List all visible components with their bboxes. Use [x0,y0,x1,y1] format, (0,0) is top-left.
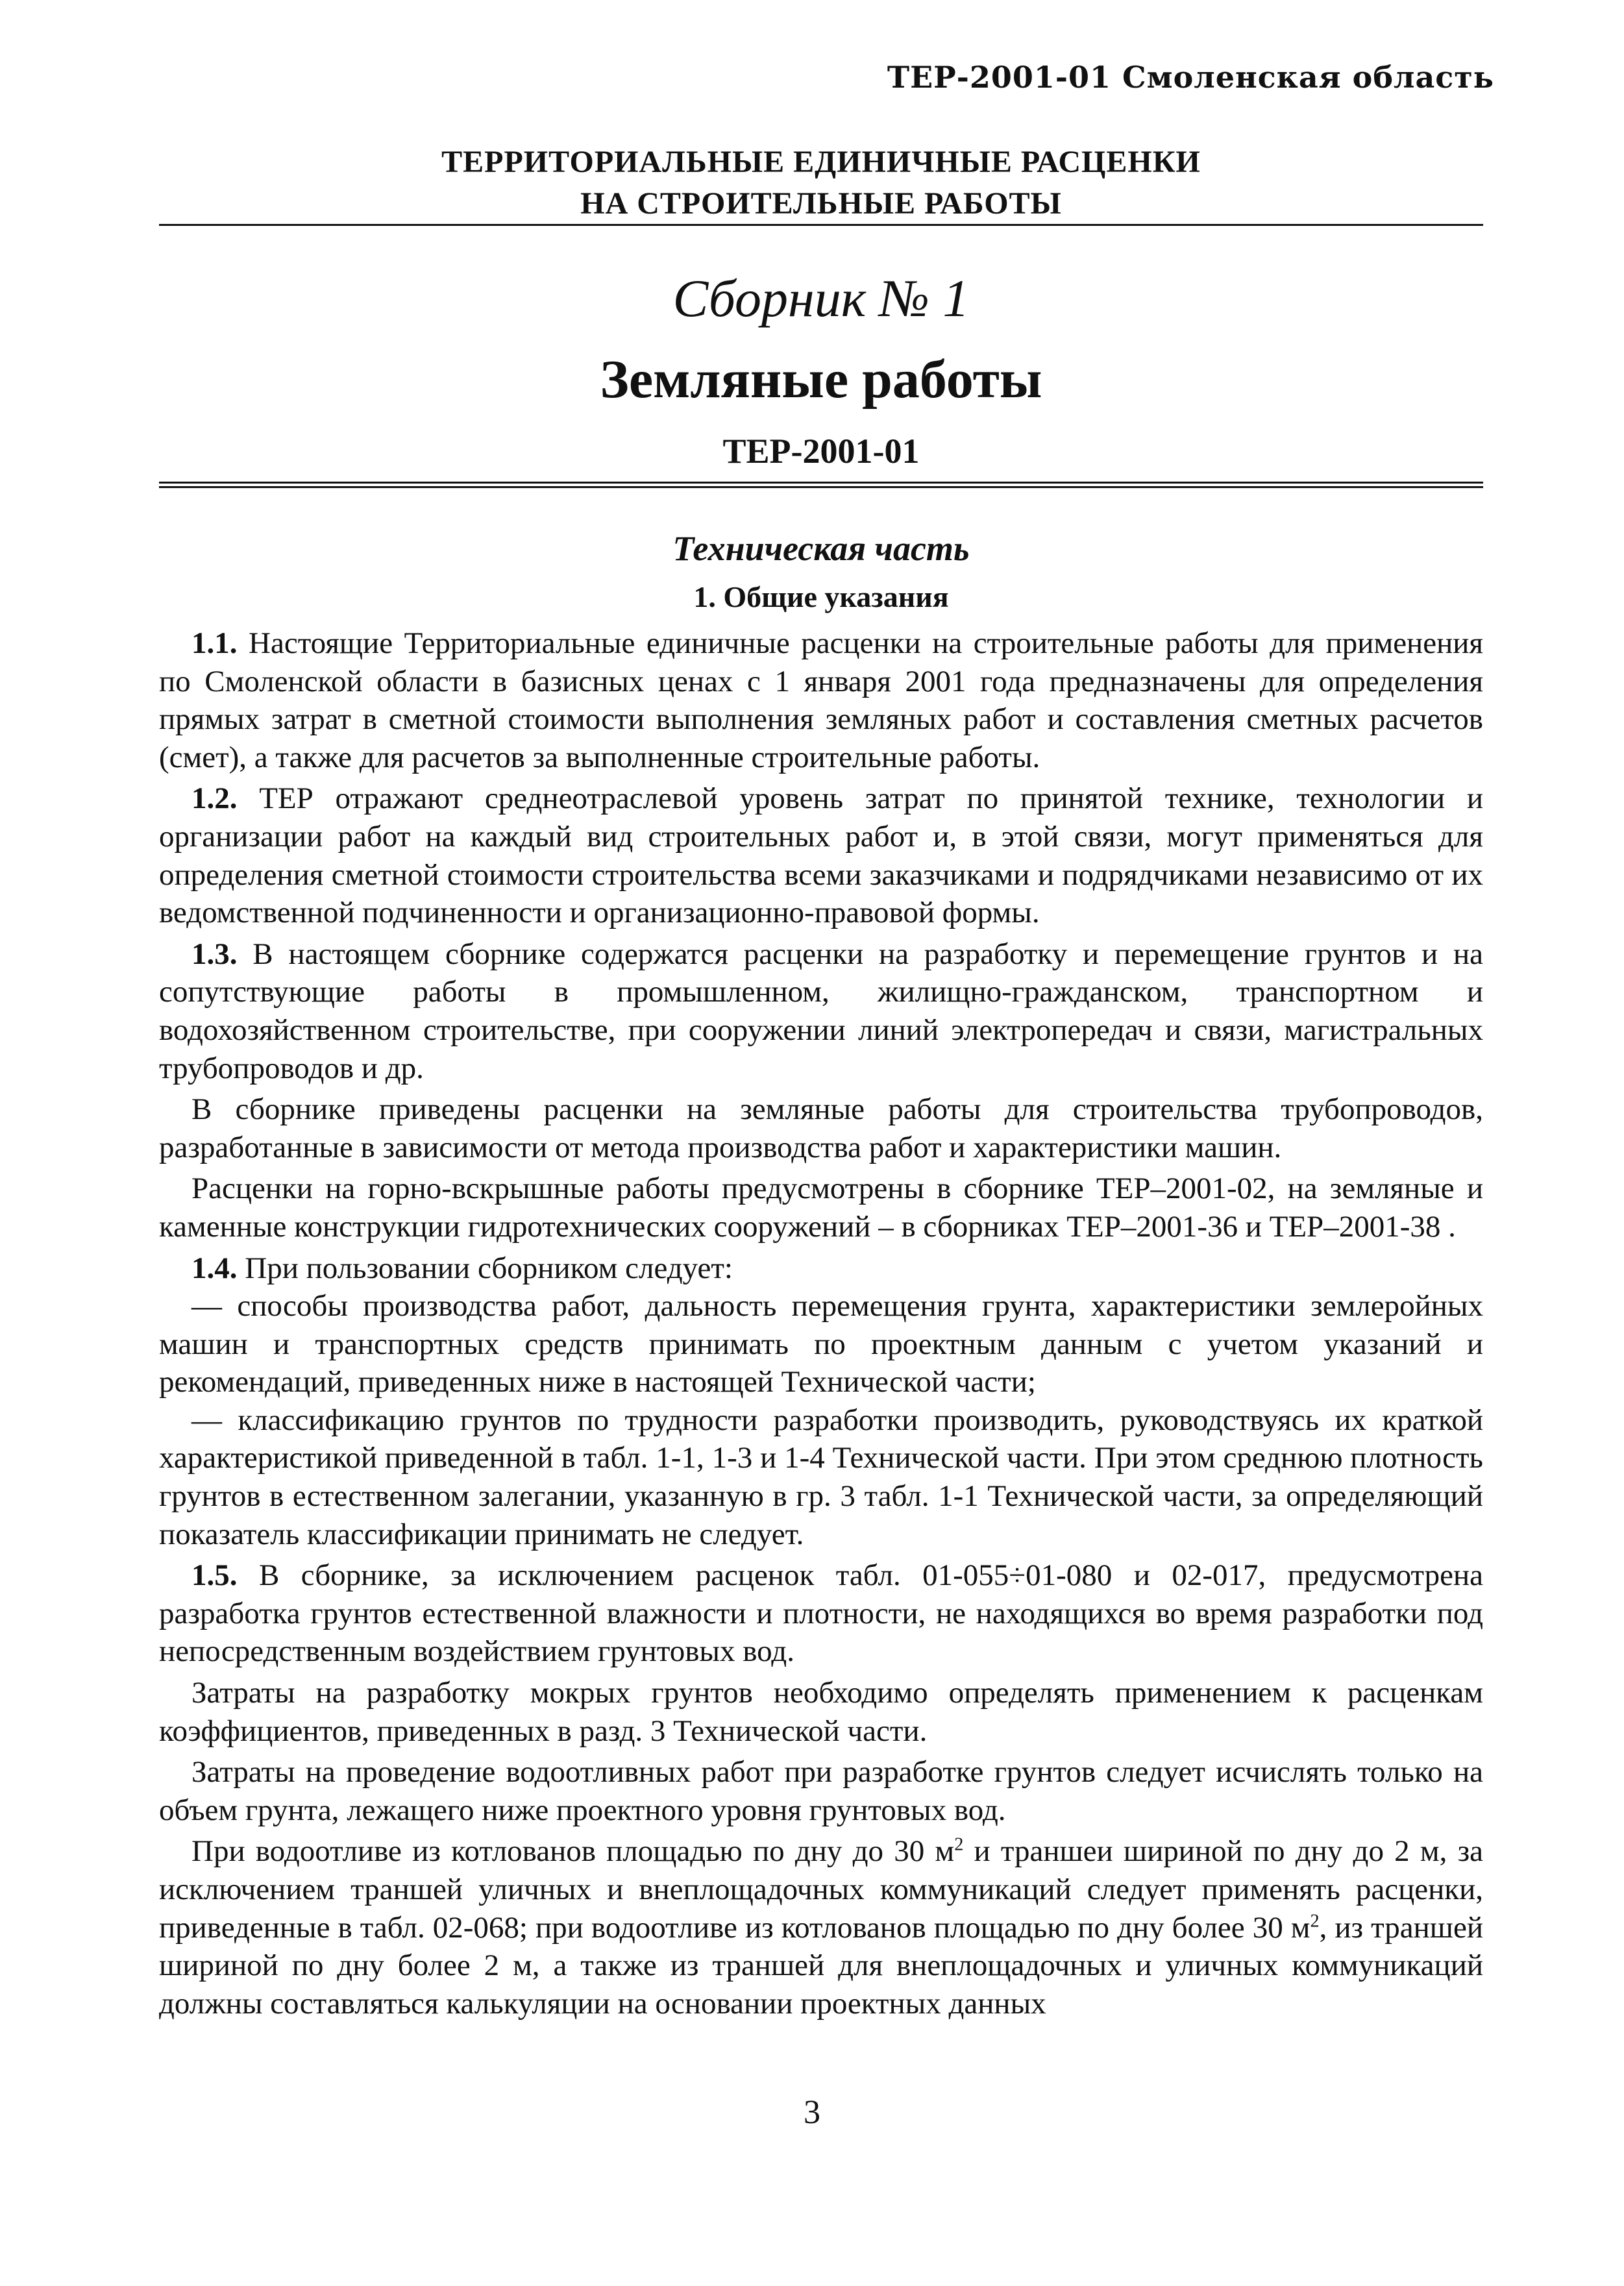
superscript: 2 [1310,1910,1320,1931]
paragraph [159,780,1483,931]
paragraph-text: Затраты на проведение водоотливных работ при разработке грунтов следует исчислять только на объем грунта, лежащего ниже проектного уровня грунтовых вод. [159,1755,1483,1827]
paragraph-text: В сборнике приведены расценки на земляные работы для строительства трубопроводов, разработанные в зависимости от метода производства работ и характеристики машин. [159,1092,1483,1164]
paragraph-text: При пользовании сборником следует: [237,1251,733,1285]
paragraph [159,935,1483,1087]
paragraph-text-part: и траншеи шириной по дну до 2 м, за исключением траншей уличных и внеплощадочных коммуникаций следует применять расценки, приведенные в табл. 02-068; при водоотливе из котлованов площадью по дну более 30 м [159,1834,1483,1945]
paragraph-text: Настоящие Территориальные единичные расценки на строительные работы для применения по Смоленской области в базисных ценах с 1 января 2001 года предназначены для определения прямых затрат в сметной стоимости выполнения земляных работ и составления сметных расчетов (смет), а также для расчетов за выполненные строительные работы. [159,626,1483,774]
paragraph-number: 1.4. [191,1251,238,1285]
superscript: 2 [954,1834,964,1855]
body-text [159,624,1483,2022]
paragraph-text-part: , из траншей шириной по дну более 2 м, а также из траншей для внеплощадочных и уличных коммуникаций должны составляться калькуляции на основании проектных данных [159,1910,1483,2021]
paragraph [159,1170,1483,1246]
paragraph-number: 1.3. [191,937,238,971]
paragraph [159,624,1483,776]
paragraph-text-part: При водоотливе из котлованов площадью по дну до 30 м [191,1834,955,1869]
paragraph-number: 1.2. [191,781,238,816]
paragraph [159,1401,1483,1553]
paragraph [159,1287,1483,1401]
paragraph-number: 1.5. [191,1558,238,1593]
collection-title: Сборник № 1 [672,269,970,328]
running-header: ТЕР-2001-01 Смоленская область [887,60,1494,95]
page-number: 3 [804,2094,820,2131]
paragraph [159,1090,1483,1166]
paragraph-number: 1.1. [191,626,238,660]
chapter-title: 1. Общие указания [693,580,949,613]
paragraph [159,1674,1483,1750]
paragraph [159,1249,1483,1288]
paragraph-text: — способы производства работ, дальность перемещения грунта, характеристики землеройных машин и транспортных средств принимать по проектным данным с учетом указаний и рекомендаций, приведенных ниже в настоящей Технической части; [159,1289,1483,1399]
organization-title [159,141,1483,225]
paragraph [159,1753,1483,1829]
document-code: ТЕР-2001-01 [722,432,920,471]
paragraph-text: Затраты на разработку мокрых грунтов необходимо определять применением к расценкам коэффициентов, приведенных в разд. 3 Технической части. [159,1676,1483,1748]
paragraph-text: ТЕР отражают среднеотраслевой уровень затрат по принятой технике, технологии и организации работ на каждый вид строительных работ и, в этой связи, могут применяться для определения сметной стоимости строительства всеми заказчиками и подрядчиками независимо от их ведомственной подчиненности и организационно-правовой формы. [159,781,1483,930]
header-divider [159,224,1483,226]
technical-part-title: Техническая часть [672,529,970,568]
paragraph-text: Расценки на горно-вскрышные работы предусмотрены в сборнике ТЕР–2001-02, на земляные и каменные конструкции гидротехнических сооружений – в сборниках ТЕР–2001-36 и ТЕР–2001-38 . [159,1172,1483,1244]
paragraph [159,1832,1483,2022]
paragraph-text: В сборнике, за исключением расценок табл. 01-055÷01-080 и 02-017, предусмотрена разработка грунтов естественной влажности и плотности, не находящихся во время разработки под непосредственным воздействием грунтовых вод. [159,1558,1483,1669]
organization-title-line-1: ТЕРРИТОРИАЛЬНЫЕ ЕДИНИЧНЫЕ РАСЦЕНКИ [441,145,1201,179]
paragraph-text: В настоящем сборнике содержатся расценки на разработку и перемещение грунтов и на сопутствующие работы в промышленном, жилищно-гражданском, транспортном и водохозяйственном строительстве, при сооружении линий электропередач и связи, магистральных трубопроводов и др. [159,937,1483,1085]
organization-title-line-2: НА СТРОИТЕЛЬНЫЕ РАБОТЫ [580,186,1062,221]
section-title: Земляные работы [600,349,1042,410]
paragraph-text: — классификацию грунтов по трудности разработки производить, руководствуясь их краткой характеристикой приведенной в табл. 1-1, 1-3 и 1-4 Технической части. При этом среднюю плотность грунтов в естественном залегании, указанную в гр. 3 табл. 1-1 Технической части, за определяющий показатель классификации принимать не следует. [159,1403,1483,1551]
paragraph [159,1556,1483,1671]
title-double-divider [159,482,1483,488]
